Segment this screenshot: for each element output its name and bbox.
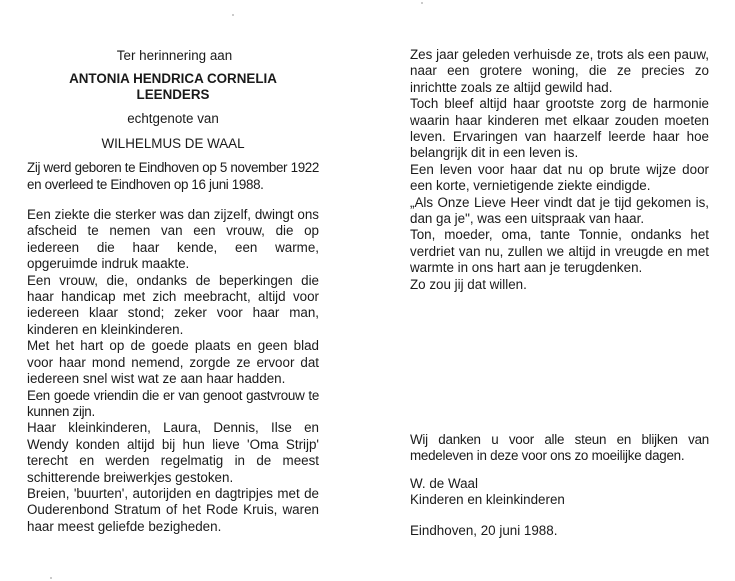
- paragraph: Een vrouw, die, ondanks de beperkingen die haar handicap met zich meebracht, altijd voor iedereen klaar stond; zeker voor haar man, kinderen en kleinkinderen.: [27, 272, 319, 337]
- deceased-name-line1: ANTONIA HENDRICA CORNELIA: [69, 71, 277, 87]
- intro-text: Ter herinnering aan: [116, 48, 233, 63]
- deceased-name-line2: LEENDERS: [136, 87, 210, 103]
- paragraph: Toch bleef altijd haar grootste zorg de harmonie waarin haar kinderen met elkaar zouden moeten leven. Ervaringen van haarzelf leerde haar hoe belangrijk dit in een leven is.: [410, 96, 709, 161]
- signature-name: W. de Waal: [410, 475, 478, 491]
- paragraph: Zes jaar geleden verhuisde ze, trots als een pauw, naar een grotere woning, die ze precies zo inrichtte zoals ze altijd gewild had.: [410, 47, 709, 95]
- paragraph: Breien, 'buurten', autorijden en dagtripjes met de Ouderenbond Stratum of het Rode Kruis, waren haar meest geliefde bezigheden.: [27, 485, 319, 534]
- spacer: [410, 465, 709, 476]
- paragraph: Ton, moeder, oma, tante Tonnie, ondanks het verdriet van nu, zullen we altijd in vreugde en met warmte in ons hart aan je terugdenken.: [410, 227, 709, 276]
- paragraph: „Als Onze Lieve Heer vindt dat je tijd gekomen is, dan ga je", was een uitspraak van haar.: [410, 194, 709, 227]
- left-column: [27, 48, 319, 535]
- spacer: [27, 193, 319, 207]
- paragraph: Een leven voor haar dat nu op brute wijze door een korte, vernietigende ziekte eindigde.: [410, 161, 709, 194]
- thanks-text: Wij danken u voor alle steun en blijken van medeleven in deze voor ons zo moeilijke dagen.: [410, 432, 709, 464]
- paragraph: Een goede vriendin die er van genoot gastvrouw te kunnen zijn.: [27, 387, 319, 419]
- paper-speck: [232, 14, 234, 16]
- spouse-name: WILHELMUS DE WAAL: [101, 135, 245, 151]
- paragraph: Een ziekte die sterker was dan zijzelf, dwingt ons afscheid te nemen van een vrouw, die op iedereen die haar kende, een warme, opgeruimde indruk maakte.: [27, 207, 319, 272]
- spouse-label: echtgenote van: [127, 111, 219, 127]
- right-column: [410, 47, 709, 293]
- paper-speck: [50, 577, 52, 579]
- paragraph: Met het hart op de goede plaats en geen blad voor haar mond nemend, zorgde ze ervoor dat iedereen snel wist wat ze aan haar hadden.: [27, 338, 319, 387]
- paragraph: Zo zou jij dat willen.: [410, 276, 527, 292]
- paper-speck: [421, 2, 423, 4]
- closing-block: [410, 432, 709, 539]
- paragraph: Haar kleinkinderen, Laura, Dennis, Ilse en Wendy konden altijd bij hun lieve 'Oma Strijp' terecht en werden regelmatig in de meest schitterende breiwerkjes gestoken.: [27, 420, 319, 485]
- spacer: [410, 509, 709, 523]
- birth-death-text: Zij werd geboren te Eindhoven op 5 november 1922 en overleed te Eindhoven op 16 juni 1988.: [27, 160, 319, 192]
- place-date: Eindhoven, 20 juni 1988.: [410, 522, 558, 538]
- signature-family: Kinderen en kleinkinderen: [410, 492, 565, 508]
- header-block: [27, 48, 319, 152]
